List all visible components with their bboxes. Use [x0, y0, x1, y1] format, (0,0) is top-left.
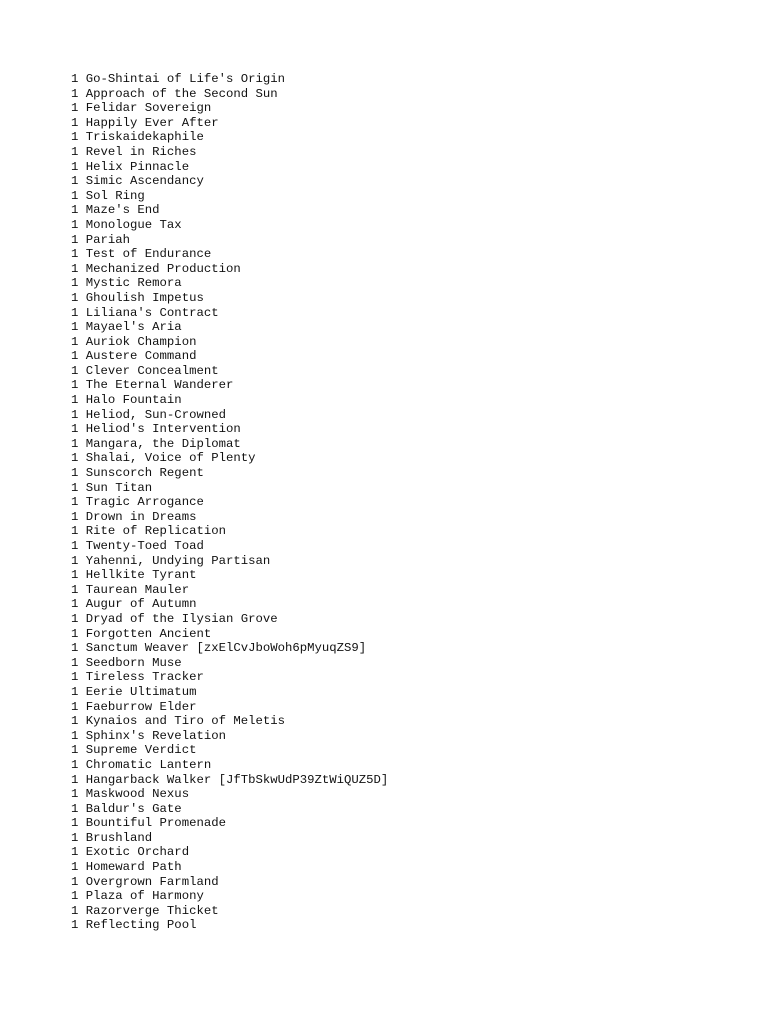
deck-line: 1 Mayael's Aria	[71, 320, 182, 335]
deck-line: 1 Heliod, Sun-Crowned	[71, 407, 226, 422]
deck-line: 1 Heliod's Intervention	[71, 422, 241, 437]
deck-line: 1 Overgrown Farmland	[71, 874, 219, 889]
deck-line: 1 Triskaidekaphile	[71, 130, 204, 145]
deck-line: 1 Mechanized Production	[71, 261, 241, 276]
decklist	[71, 72, 758, 933]
deck-line: 1 Hellkite Tyrant	[71, 568, 197, 583]
deck-line: 1 Eerie Ultimatum	[71, 684, 197, 699]
deck-line: 1 Pariah	[71, 232, 131, 247]
deck-line: 1 Hangarback Walker [JfTbSkwUdP39ZtWiQUZ5D]	[71, 772, 389, 787]
deck-line: 1 Mystic Remora	[71, 276, 182, 291]
deck-line: 1 Approach of the Second Sun	[71, 86, 278, 101]
deck-line: 1 Sun Titan	[71, 480, 153, 495]
deck-line: 1 Kynaios and Tiro of Meletis	[71, 714, 286, 729]
deck-line: 1 Taurean Mauler	[71, 582, 190, 597]
deck-line: 1 Baldur's Gate	[71, 801, 182, 816]
deck-line: 1 Maze's End	[71, 203, 160, 218]
deck-line: 1 Razorverge Thicket	[71, 903, 219, 918]
deck-line: 1 Faeburrow Elder	[71, 699, 197, 714]
deck-line: 1 Simic Ascendancy	[71, 174, 204, 189]
deck-line: 1 Mangara, the Diplomat	[71, 436, 241, 451]
deck-line: 1 Twenty-Toed Toad	[71, 539, 204, 553]
deck-line: 1 Tragic Arrogance	[71, 495, 204, 510]
deck-line: 1 Go-Shintai of Life's Origin	[71, 72, 286, 86]
deck-line: 1 Forgotten Ancient	[71, 626, 212, 641]
deck-line: 1 Shalai, Voice of Plenty	[71, 451, 256, 466]
deck-line: 1 Tireless Tracker	[71, 670, 204, 685]
deck-line: 1 Monologue Tax	[71, 217, 182, 232]
deck-line: 1 Yahenni, Undying Partisan	[71, 553, 271, 568]
deck-line: 1 Exotic Orchard	[71, 845, 190, 860]
deck-line: 1 Halo Fountain	[71, 393, 182, 408]
deck-line: 1 Revel in Riches	[71, 144, 197, 159]
deck-line: 1 Seedborn Muse	[71, 655, 182, 670]
deck-line: 1 Sphinx's Revelation	[71, 728, 226, 743]
deck-line: 1 Helix Pinnacle	[71, 159, 190, 174]
deck-line: 1 Ghoulish Impetus	[71, 290, 204, 305]
deck-line: 1 Chromatic Lantern	[71, 757, 212, 772]
deck-line: 1 Auriok Champion	[71, 334, 197, 349]
deck-line: 1 Liliana's Contract	[71, 305, 219, 320]
deck-line: 1 Sanctum Weaver [zxElCvJboWoh6pMyuqZS9]	[71, 641, 367, 656]
deck-line: 1 Augur of Autumn	[71, 597, 197, 612]
deck-line: 1 Brushland	[71, 830, 153, 845]
deck-line: 1 Homeward Path	[71, 860, 182, 875]
deck-line: 1 Maskwood Nexus	[71, 787, 190, 802]
deck-line: 1 The Eternal Wanderer	[71, 378, 234, 393]
deck-line: 1 Happily Ever After	[71, 115, 219, 130]
deck-line: 1 Reflecting Pool	[71, 918, 197, 933]
deck-line: 1 Drown in Dreams	[71, 509, 197, 524]
deck-line: 1 Supreme Verdict	[71, 743, 197, 758]
deck-line: 1 Austere Command	[71, 349, 197, 364]
deck-line: 1 Test of Endurance	[71, 247, 212, 262]
deck-line: 1 Sol Ring	[71, 188, 145, 203]
deck-line: 1 Bountiful Promenade	[71, 816, 226, 831]
deck-line: 1 Rite of Replication	[71, 524, 226, 539]
deck-line: 1 Plaza of Harmony	[71, 889, 204, 904]
deck-line: 1 Sunscorch Regent	[71, 466, 204, 481]
deck-line: 1 Felidar Sovereign	[71, 101, 212, 116]
deck-line: 1 Dryad of the Ilysian Grove	[71, 611, 278, 626]
deck-line: 1 Clever Concealment	[71, 363, 219, 378]
